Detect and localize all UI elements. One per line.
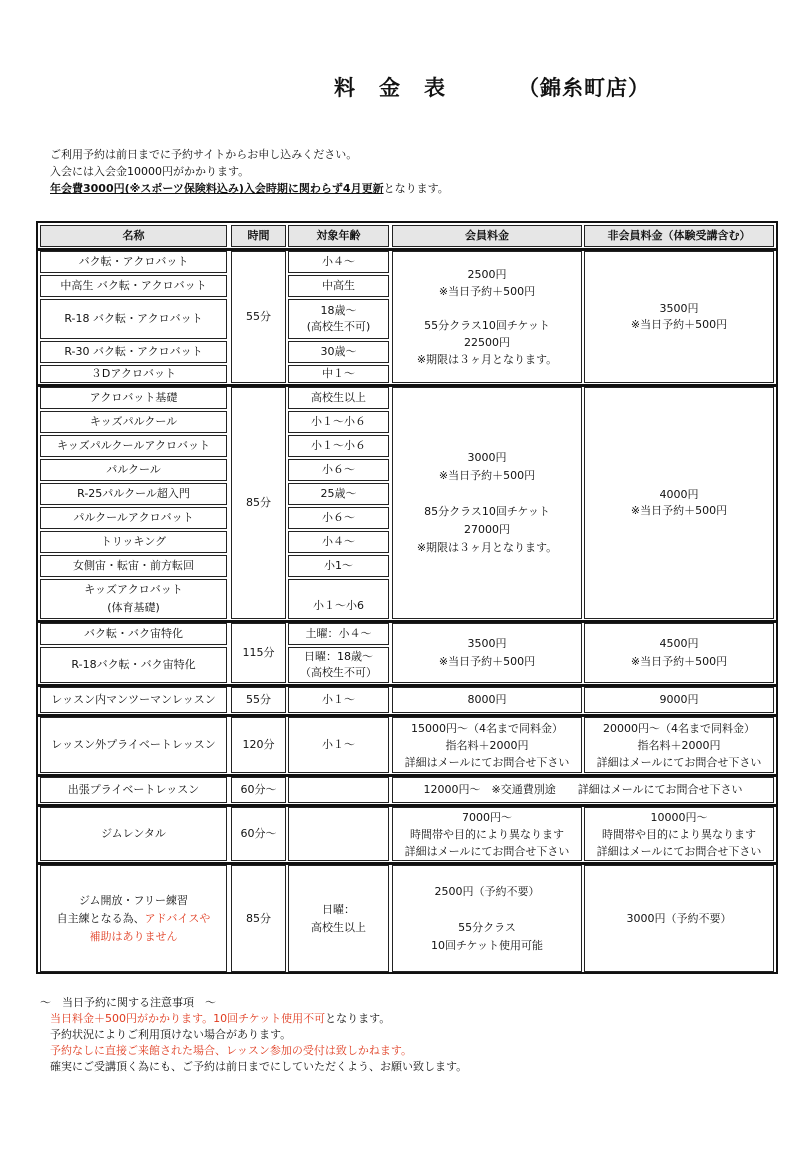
header-name: 名称: [40, 225, 227, 247]
class-age: 中高生: [288, 275, 389, 297]
class-age: 小１〜小6: [288, 579, 389, 619]
class-name: ３Dアクロバット: [40, 365, 227, 383]
caution-notes: [40, 995, 467, 1075]
fee-line: ※当日予約＋500円: [630, 318, 728, 331]
class-age: 小６〜: [288, 459, 389, 481]
class-name: アクロバット基礎: [40, 387, 227, 409]
class-name: バク転・バク宙特化: [40, 623, 227, 645]
member-fee: [392, 251, 582, 383]
class-time: 60分〜: [231, 807, 286, 861]
caution-line: 予約状況によりご利用頂けない場合があります。: [50, 1028, 292, 1041]
class-name: トリッキング: [40, 531, 227, 553]
class-name: R-18バク転・バク宙特化: [40, 647, 227, 683]
class-age: 小１〜小６: [288, 411, 389, 433]
annual-fee-note: 年会費3000円(※スポーツ保険料込み)入会時期に関わらず4月更新: [50, 182, 384, 195]
class-age: 小１〜小６: [288, 435, 389, 457]
travel-fee: 12000円〜 ※交通費別途 詳細はメールにてお問合せ下さい: [392, 777, 774, 803]
caution-line: 予約なしに直接ご来館された場合、レッスン参加の受付は致しかねます。: [50, 1044, 413, 1057]
fee-line: 2500円: [467, 268, 507, 281]
fee-line: 詳細はメールにてお問合せ下さい: [596, 755, 762, 769]
nonmember-fee: [584, 623, 774, 683]
class-time: 115分: [231, 623, 286, 683]
age-line: 日曜：: [322, 902, 355, 916]
class-time: 55分: [231, 687, 286, 713]
header-member-fee: 会員料金: [392, 225, 582, 247]
class-name: キッズパルクール: [40, 411, 227, 433]
class-name: 女側宙・転宙・前方転回: [40, 555, 227, 577]
title-main: 料金表: [334, 76, 469, 100]
fee-line: 指名料＋2000円: [637, 738, 721, 752]
header-nonmember-fee: 非会員料金（体験受講含む）: [584, 225, 774, 247]
class-name: レッスン内マンツーマンレッスン: [40, 687, 227, 713]
name-part: 自主練となる為、: [56, 911, 145, 925]
class-age: 30歳〜: [288, 341, 389, 363]
class-name: [40, 579, 227, 619]
age-line: (高校生不可): [306, 320, 371, 333]
class-age: [288, 299, 389, 339]
class-age: 小６〜: [288, 507, 389, 529]
class-age: [288, 807, 389, 861]
fee-line: 時間帯や目的により異なります: [410, 827, 564, 841]
fee-line: 10回チケット使用可能: [430, 938, 543, 952]
fee-line: 7000円〜: [462, 810, 512, 824]
note-line: ご利用予約は前日までに予約サイトからお申し込みください。: [50, 148, 358, 161]
class-age: 小４〜: [288, 251, 389, 273]
fee-line: ※当日予約＋500円: [438, 285, 536, 298]
fee-line: 指名料＋2000円: [445, 738, 529, 752]
member-fee: 8000円: [392, 687, 582, 713]
nonmember-fee: [584, 251, 774, 383]
header-time: 時間: [231, 225, 286, 247]
class-time: 85分: [231, 387, 286, 619]
class-age: 小１〜: [288, 687, 389, 713]
class-name: ジムレンタル: [40, 807, 227, 861]
name-line: ジム開放・フリー練習: [78, 893, 189, 907]
class-name: キッズパルクールアクロバット: [40, 435, 227, 457]
member-fee: [392, 807, 582, 861]
fee-line: 詳細はメールにてお問合せ下さい: [404, 755, 570, 769]
name-line: (体育基礎): [107, 601, 160, 614]
age-line: 18歳〜: [320, 304, 357, 317]
class-age: 小１〜: [288, 717, 389, 773]
fee-line: 27000円: [464, 523, 510, 536]
fee-line: 詳細はメールにてお問合せ下さい: [404, 844, 570, 858]
fee-line: ※当日予約＋500円: [630, 504, 728, 517]
title-store: （錦糸町店）: [518, 76, 650, 100]
price-table: [36, 221, 778, 974]
class-age: 小1〜: [288, 555, 389, 577]
class-time: 120分: [231, 717, 286, 773]
caution-heading: 〜 当日予約に関する注意事項 〜: [40, 996, 216, 1009]
fee-line: ※期限は３ヶ月となります。: [416, 541, 558, 554]
caution-line: [40, 1011, 467, 1027]
class-name: R-30 バク転・アクロバット: [40, 341, 227, 363]
note-line: [50, 180, 449, 197]
nonmember-fee: [584, 717, 774, 773]
age-line: （高校生不可）: [300, 666, 377, 679]
name-warning: アドバイスや: [144, 911, 211, 925]
nonmember-fee: 9000円: [584, 687, 774, 713]
fee-line: 55分クラス: [458, 920, 516, 934]
fee-line: ※期限は３ヶ月となります。: [416, 353, 558, 366]
annual-fee-note-rest: となります。: [383, 182, 449, 195]
fee-line: 15000円〜（4名まで同料金）: [411, 721, 563, 735]
nonmember-fee: 3000円（予約不要）: [584, 865, 774, 972]
fee-line: 3500円: [467, 637, 507, 650]
class-time: 60分〜: [231, 777, 286, 803]
caution-warning: 当日料金＋500円がかかります。10回チケット使用不可: [50, 1012, 326, 1025]
fee-line: 55分クラス10回チケット: [424, 319, 550, 332]
class-age: 25歳〜: [288, 483, 389, 505]
class-name: 中高生 バク転・アクロバット: [40, 275, 227, 297]
class-name: パルクールアクロバット: [40, 507, 227, 529]
class-age: 中１〜: [288, 365, 389, 383]
fee-line: ※当日予約＋500円: [438, 655, 536, 668]
member-fee: [392, 865, 582, 972]
fee-line: ※当日予約＋500円: [438, 469, 536, 482]
fee-line: 詳細はメールにてお問合せ下さい: [596, 844, 762, 858]
fee-line: 時間帯や目的により異なります: [602, 827, 756, 841]
fee-line: 85分クラス10回チケット: [424, 505, 550, 518]
class-name: R-25パルクール超入門: [40, 483, 227, 505]
class-name: [40, 865, 227, 972]
fee-line: 3500円: [659, 302, 699, 315]
fee-line: 22500円: [464, 336, 510, 349]
class-age: [288, 777, 389, 803]
name-warning: 補助はありません: [89, 929, 178, 943]
fee-line: 20000円〜（4名まで同料金）: [603, 721, 755, 735]
nonmember-fee: [584, 807, 774, 861]
age-line: 日曜：18歳〜: [304, 650, 373, 663]
class-age: [288, 647, 389, 683]
class-time: 55分: [231, 251, 286, 383]
header-age: 対象年齢: [288, 225, 389, 247]
class-name: バク転・アクロバット: [40, 251, 227, 273]
member-fee: [392, 623, 582, 683]
age-line: 高校生以上: [311, 920, 366, 934]
class-name: パルクール: [40, 459, 227, 481]
member-fee: [392, 387, 582, 619]
class-age: 土曜：小４〜: [288, 623, 389, 645]
intro-notes: [50, 146, 449, 197]
nonmember-fee: [584, 387, 774, 619]
fee-line: ※当日予約＋500円: [630, 655, 728, 668]
caution-text: となります。: [325, 1012, 391, 1025]
class-age: [288, 865, 389, 972]
class-age: 高校生以上: [288, 387, 389, 409]
class-age: 小４〜: [288, 531, 389, 553]
class-time: 85分: [231, 865, 286, 972]
fee-line: 4000円: [659, 488, 699, 501]
fee-line: 2500円（予約不要）: [434, 884, 540, 898]
name-line: キッズアクロバット: [84, 583, 183, 596]
class-name: レッスン外プライベートレッスン: [40, 717, 227, 773]
fee-line: 4500円: [659, 637, 699, 650]
note-line: 入会には入会金10000円がかかります。: [50, 165, 250, 178]
class-name: 出張プライベートレッスン: [40, 777, 227, 803]
class-name: R-18 バク転・アクロバット: [40, 299, 227, 339]
fee-line: 3000円: [467, 451, 507, 464]
name-line: [57, 910, 211, 928]
fee-line: 10000円〜: [650, 810, 708, 824]
caution-line: 確実にご受講頂く為にも、ご予約は前日までにしていただくよう、お願い致します。: [50, 1060, 468, 1073]
member-fee: [392, 717, 582, 773]
